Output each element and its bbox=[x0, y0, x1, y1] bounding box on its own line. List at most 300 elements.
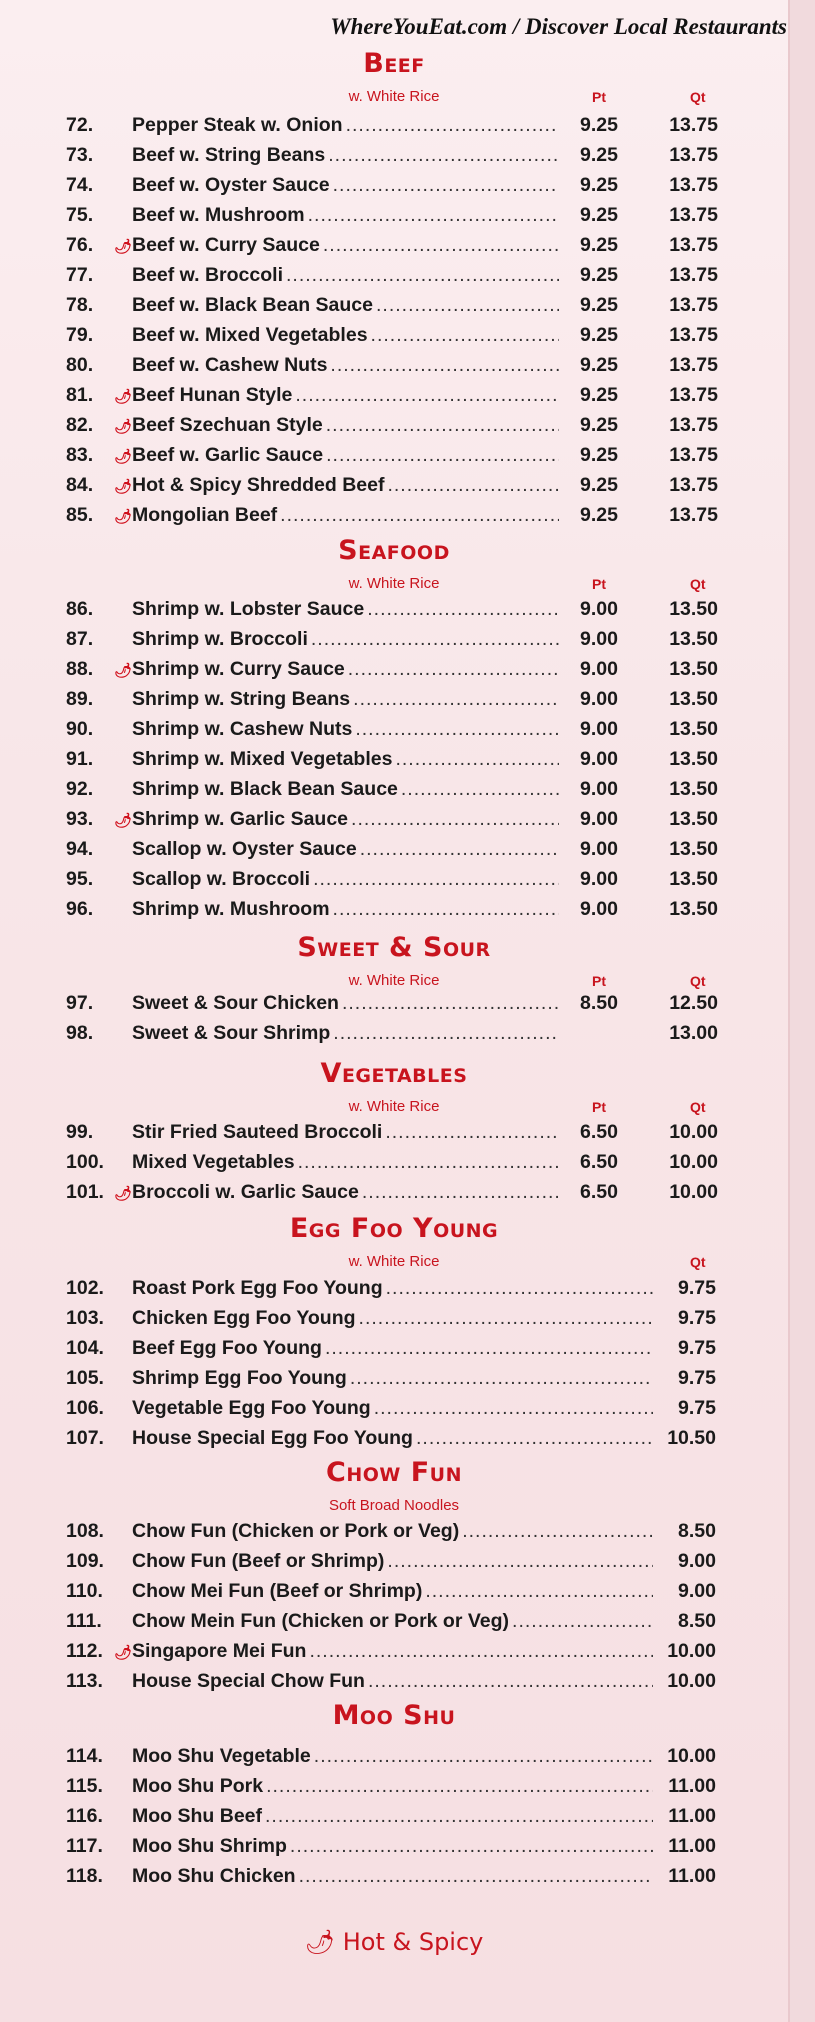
menu-item bbox=[66, 1151, 718, 1181]
dot-leader bbox=[386, 1277, 653, 1300]
section-title: Seafood bbox=[338, 535, 450, 566]
item-name: Pepper Steak w. Onion bbox=[132, 114, 343, 136]
dot-leader bbox=[298, 1151, 559, 1174]
dot-leader bbox=[425, 1580, 653, 1603]
price-quart: 13.75 bbox=[669, 264, 718, 286]
price-quart: 13.50 bbox=[669, 808, 718, 830]
menu-item bbox=[66, 384, 718, 414]
section-title: Sweet & Sour bbox=[297, 932, 491, 963]
item-number: 77. bbox=[66, 264, 94, 286]
menu-item bbox=[66, 204, 718, 234]
item-number: 117. bbox=[66, 1835, 103, 1857]
item-name: Chow Fun (Chicken or Pork or Veg) bbox=[132, 1520, 460, 1542]
item-price: 10.00 bbox=[667, 1640, 716, 1662]
item-number: 118. bbox=[66, 1865, 103, 1887]
item-name: Shrimp w. Broccoli bbox=[132, 628, 308, 650]
menu-item bbox=[66, 1610, 716, 1640]
dot-leader bbox=[387, 1550, 653, 1573]
item-price: 9.75 bbox=[678, 1307, 716, 1329]
item-name: Beef w. Curry Sauce bbox=[132, 234, 320, 256]
item-number: 96. bbox=[66, 898, 94, 920]
item-name: Beef w. Broccoli bbox=[132, 264, 283, 286]
price-quart: 12.50 bbox=[669, 992, 718, 1014]
price-quart: 13.50 bbox=[669, 658, 718, 680]
legend-label: Hot & Spicy bbox=[342, 1928, 484, 1956]
item-price: 9.00 bbox=[678, 1580, 716, 1602]
price-quart: 13.00 bbox=[669, 1022, 718, 1044]
price-quart: 13.75 bbox=[669, 294, 718, 316]
price-quart: 13.50 bbox=[669, 778, 718, 800]
item-name: Moo Shu Chicken bbox=[132, 1865, 296, 1887]
price-pint: 6.50 bbox=[580, 1121, 618, 1143]
section-subtitle: Soft Broad Noodles bbox=[328, 1497, 460, 1514]
item-name: Shrimp w. Mixed Vegetables bbox=[132, 748, 393, 770]
item-name: Beef Hunan Style bbox=[132, 384, 293, 406]
dot-leader bbox=[290, 1835, 653, 1858]
price-quart: 10.00 bbox=[669, 1121, 718, 1143]
price-pint: 9.00 bbox=[580, 868, 618, 890]
price-quart: 13.50 bbox=[669, 748, 718, 770]
item-number: 89. bbox=[66, 688, 94, 710]
item-name: Shrimp w. Cashew Nuts bbox=[132, 718, 353, 740]
section-subtitle: w. White Rice bbox=[348, 88, 440, 105]
price-quart: 13.75 bbox=[669, 324, 718, 346]
menu-item bbox=[66, 778, 718, 808]
chili-pepper-icon: 🌶︎ bbox=[114, 448, 132, 464]
item-name: Chow Fun (Beef or Shrimp) bbox=[132, 1550, 385, 1572]
menu-item bbox=[66, 1121, 718, 1151]
menu-item bbox=[66, 324, 718, 354]
item-number: 73. bbox=[66, 144, 94, 166]
dot-leader bbox=[348, 658, 559, 681]
price-quart: 13.75 bbox=[669, 444, 718, 466]
dot-leader bbox=[309, 1640, 653, 1663]
item-name: Roast Pork Egg Foo Young bbox=[132, 1277, 383, 1299]
item-number: 72. bbox=[66, 114, 94, 136]
column-header-qt: Qt bbox=[690, 89, 706, 105]
price-quart: 13.75 bbox=[669, 114, 718, 136]
menu-item bbox=[66, 1835, 716, 1865]
menu-item bbox=[66, 1580, 716, 1610]
item-price: 10.00 bbox=[667, 1670, 716, 1692]
item-price: 10.00 bbox=[667, 1745, 716, 1767]
item-name: Beef w. Black Bean Sauce bbox=[132, 294, 373, 316]
chili-pepper-icon: 🌶︎ bbox=[114, 418, 132, 434]
item-number: 103. bbox=[66, 1307, 104, 1329]
dot-leader bbox=[286, 264, 559, 287]
menu-item bbox=[66, 1307, 716, 1337]
chili-pepper-icon: 🌶︎ bbox=[114, 478, 132, 494]
column-header-qt: Qt bbox=[690, 1254, 706, 1270]
item-number: 106. bbox=[66, 1397, 104, 1419]
dot-leader bbox=[333, 898, 559, 921]
price-pint: 9.25 bbox=[580, 474, 618, 496]
price-quart: 13.50 bbox=[669, 598, 718, 620]
price-quart: 13.50 bbox=[669, 718, 718, 740]
item-number: 116. bbox=[66, 1805, 103, 1827]
item-name: Vegetable Egg Foo Young bbox=[132, 1397, 371, 1419]
dot-leader bbox=[359, 1307, 653, 1330]
item-number: 85. bbox=[66, 504, 94, 526]
menu-item bbox=[66, 658, 718, 688]
price-quart: 13.75 bbox=[669, 474, 718, 496]
price-quart: 13.75 bbox=[669, 504, 718, 526]
price-pint: 9.25 bbox=[580, 294, 618, 316]
item-price: 11.00 bbox=[668, 1805, 716, 1827]
price-quart: 10.00 bbox=[669, 1181, 718, 1203]
dot-leader bbox=[395, 748, 559, 771]
item-number: 78. bbox=[66, 294, 94, 316]
item-number: 75. bbox=[66, 204, 94, 226]
item-name: Shrimp w. Curry Sauce bbox=[132, 658, 345, 680]
menu-item bbox=[66, 688, 718, 718]
item-number: 80. bbox=[66, 354, 94, 376]
price-quart: 13.50 bbox=[669, 688, 718, 710]
price-pint: 8.50 bbox=[580, 992, 618, 1014]
site-watermark: WhereYouEat.com / Discover Local Restaurants bbox=[330, 14, 787, 39]
dot-leader bbox=[326, 444, 559, 467]
dot-leader bbox=[401, 778, 559, 801]
item-number: 112. bbox=[66, 1640, 103, 1662]
dot-leader bbox=[280, 504, 559, 527]
item-name: House Special Egg Foo Young bbox=[132, 1427, 413, 1449]
item-number: 115. bbox=[66, 1775, 103, 1797]
item-number: 92. bbox=[66, 778, 94, 800]
item-number: 74. bbox=[66, 174, 94, 196]
item-number: 107. bbox=[66, 1427, 104, 1449]
item-name: Beef Egg Foo Young bbox=[132, 1337, 322, 1359]
dot-leader bbox=[376, 294, 559, 317]
item-name: Sweet & Sour Shrimp bbox=[132, 1022, 331, 1044]
dot-leader bbox=[308, 204, 559, 227]
item-name: House Special Chow Fun bbox=[132, 1670, 365, 1692]
dot-leader bbox=[371, 324, 559, 347]
menu-item bbox=[66, 1805, 716, 1835]
item-price: 8.50 bbox=[678, 1610, 716, 1632]
item-price: 9.75 bbox=[678, 1397, 716, 1419]
price-pint: 9.25 bbox=[580, 114, 618, 136]
item-number: 91. bbox=[66, 748, 94, 770]
section-title: Chow Fun bbox=[326, 1457, 462, 1488]
menu-item bbox=[66, 234, 718, 264]
dot-leader bbox=[328, 144, 559, 167]
menu-item bbox=[66, 628, 718, 658]
item-name: Hot & Spicy Shredded Beef bbox=[132, 474, 385, 496]
item-number: 98. bbox=[66, 1022, 94, 1044]
dot-leader bbox=[333, 174, 559, 197]
column-header-qt: Qt bbox=[690, 973, 706, 989]
price-pint: 6.50 bbox=[580, 1181, 618, 1203]
item-name: Beef w. Mushroom bbox=[132, 204, 305, 226]
menu-item bbox=[66, 1550, 716, 1580]
item-name: Mongolian Beef bbox=[132, 504, 278, 526]
dot-leader bbox=[299, 1865, 653, 1888]
chili-pepper-icon: 🌶︎ bbox=[114, 1644, 132, 1660]
price-quart: 13.50 bbox=[669, 628, 718, 650]
dot-leader bbox=[362, 1181, 559, 1204]
menu-item bbox=[66, 718, 718, 748]
item-number: 104. bbox=[66, 1337, 104, 1359]
item-number: 83. bbox=[66, 444, 94, 466]
item-number: 76. bbox=[66, 234, 94, 256]
dot-leader bbox=[313, 868, 559, 891]
item-name: Mixed Vegetables bbox=[132, 1151, 295, 1173]
section-title: Moo Shu bbox=[332, 1700, 456, 1731]
price-pint: 9.00 bbox=[580, 598, 618, 620]
dot-leader bbox=[325, 1337, 653, 1360]
menu-item bbox=[66, 1337, 716, 1367]
price-pint: 9.25 bbox=[580, 264, 618, 286]
menu-item bbox=[66, 1775, 716, 1805]
price-pint: 9.25 bbox=[580, 504, 618, 526]
item-number: 87. bbox=[66, 628, 94, 650]
price-quart: 13.75 bbox=[669, 204, 718, 226]
menu-item bbox=[66, 414, 718, 444]
menu-item bbox=[66, 1670, 716, 1700]
menu-item bbox=[66, 992, 718, 1022]
item-number: 81. bbox=[66, 384, 94, 406]
dot-leader bbox=[311, 628, 559, 651]
menu-item bbox=[66, 868, 718, 898]
item-name: Chicken Egg Foo Young bbox=[132, 1307, 356, 1329]
column-header-pt: Pt bbox=[592, 576, 606, 592]
dot-leader bbox=[342, 992, 559, 1015]
item-price: 8.50 bbox=[678, 1520, 716, 1542]
item-number: 108. bbox=[66, 1520, 104, 1542]
menu-item bbox=[66, 474, 718, 504]
menu-item bbox=[66, 1277, 716, 1307]
dot-leader bbox=[387, 474, 559, 497]
dot-leader bbox=[295, 384, 559, 407]
dot-leader bbox=[355, 718, 559, 741]
item-name: Beef Szechuan Style bbox=[132, 414, 323, 436]
item-name: Chow Mei Fun (Beef or Shrimp) bbox=[132, 1580, 423, 1602]
price-quart: 13.75 bbox=[669, 174, 718, 196]
dot-leader bbox=[314, 1745, 653, 1768]
item-number: 82. bbox=[66, 414, 94, 436]
item-price: 9.75 bbox=[678, 1367, 716, 1389]
price-pint: 9.00 bbox=[580, 718, 618, 740]
section-subtitle: w. White Rice bbox=[348, 1253, 440, 1270]
price-pint: 9.25 bbox=[580, 324, 618, 346]
item-number: 110. bbox=[66, 1580, 103, 1602]
item-name: Shrimp w. Black Bean Sauce bbox=[132, 778, 398, 800]
price-pint: 9.00 bbox=[580, 748, 618, 770]
dot-leader bbox=[368, 1670, 653, 1693]
chili-pepper-icon: 🌶︎ bbox=[114, 508, 132, 524]
dot-leader bbox=[374, 1397, 653, 1420]
item-name: Singapore Mei Fun bbox=[132, 1640, 307, 1662]
item-number: 111. bbox=[66, 1610, 102, 1632]
dot-leader bbox=[265, 1805, 653, 1828]
menu-item bbox=[66, 1745, 716, 1775]
dot-leader bbox=[512, 1610, 653, 1633]
item-name: Broccoli w. Garlic Sauce bbox=[132, 1181, 359, 1203]
column-header-pt: Pt bbox=[592, 1099, 606, 1115]
price-pint: 9.00 bbox=[580, 898, 618, 920]
price-pint: 9.25 bbox=[580, 354, 618, 376]
price-pint: 9.00 bbox=[580, 838, 618, 860]
item-number: 105. bbox=[66, 1367, 104, 1389]
price-quart: 13.75 bbox=[669, 144, 718, 166]
menu-item bbox=[66, 1865, 716, 1895]
item-name: Sweet & Sour Chicken bbox=[132, 992, 339, 1014]
menu-item bbox=[66, 1640, 716, 1670]
price-pint: 9.25 bbox=[580, 144, 618, 166]
page-edge bbox=[790, 0, 815, 2022]
dot-leader bbox=[353, 688, 559, 711]
price-quart: 13.75 bbox=[669, 384, 718, 406]
dot-leader bbox=[326, 414, 559, 437]
item-name: Scallop w. Broccoli bbox=[132, 868, 311, 890]
dot-leader bbox=[367, 598, 559, 621]
dot-leader bbox=[385, 1121, 559, 1144]
menu-item bbox=[66, 1181, 718, 1211]
price-quart: 13.50 bbox=[669, 868, 718, 890]
item-number: 86. bbox=[66, 598, 94, 620]
menu-item bbox=[66, 898, 718, 928]
item-name: Chow Mein Fun (Chicken or Pork or Veg) bbox=[132, 1610, 510, 1632]
item-number: 97. bbox=[66, 992, 94, 1014]
item-price: 9.00 bbox=[678, 1550, 716, 1572]
item-name: Beef w. Mixed Vegetables bbox=[132, 324, 368, 346]
item-price: 9.75 bbox=[678, 1337, 716, 1359]
price-pint: 9.25 bbox=[580, 204, 618, 226]
dot-leader bbox=[360, 838, 559, 861]
chili-pepper-icon: 🌶︎ bbox=[114, 662, 132, 678]
menu-item bbox=[66, 1367, 716, 1397]
item-number: 101. bbox=[66, 1181, 104, 1203]
dot-leader bbox=[330, 354, 559, 377]
item-number: 88. bbox=[66, 658, 94, 680]
item-number: 100. bbox=[66, 1151, 104, 1173]
item-number: 109. bbox=[66, 1550, 104, 1572]
item-name: Moo Shu Beef bbox=[132, 1805, 262, 1827]
dot-leader bbox=[266, 1775, 653, 1798]
price-pint: 9.25 bbox=[580, 234, 618, 256]
item-number: 95. bbox=[66, 868, 94, 890]
item-number: 113. bbox=[66, 1670, 103, 1692]
menu-item bbox=[66, 264, 718, 294]
item-name: Shrimp Egg Foo Young bbox=[132, 1367, 347, 1389]
dot-leader bbox=[416, 1427, 653, 1450]
column-header-pt: Pt bbox=[592, 89, 606, 105]
chili-pepper-icon: 🌶︎ bbox=[114, 1185, 132, 1201]
menu-item bbox=[66, 808, 718, 838]
section-title: Egg Foo Young bbox=[289, 1213, 499, 1244]
price-pint: 9.00 bbox=[580, 628, 618, 650]
column-header-pt: Pt bbox=[592, 973, 606, 989]
column-header-qt: Qt bbox=[690, 1099, 706, 1115]
price-pint: 9.25 bbox=[580, 174, 618, 196]
item-price: 9.75 bbox=[678, 1277, 716, 1299]
price-quart: 13.50 bbox=[669, 838, 718, 860]
item-name: Shrimp w. Mushroom bbox=[132, 898, 330, 920]
item-number: 94. bbox=[66, 838, 94, 860]
section-subtitle: w. White Rice bbox=[348, 1098, 440, 1115]
item-name: Shrimp w. Garlic Sauce bbox=[132, 808, 349, 830]
item-name: Moo Shu Pork bbox=[132, 1775, 264, 1797]
section-subtitle: w. White Rice bbox=[348, 972, 440, 989]
dot-leader bbox=[323, 234, 559, 257]
item-number: 99. bbox=[66, 1121, 94, 1143]
dot-leader bbox=[333, 1022, 559, 1045]
item-name: Beef w. String Beans bbox=[132, 144, 326, 166]
menu-item bbox=[66, 838, 718, 868]
item-number: 84. bbox=[66, 474, 94, 496]
item-number: 93. bbox=[66, 808, 94, 830]
item-price: 10.50 bbox=[667, 1427, 716, 1449]
price-pint: 9.00 bbox=[580, 778, 618, 800]
menu-item bbox=[66, 598, 718, 628]
menu-item bbox=[66, 1397, 716, 1427]
price-pint: 6.50 bbox=[580, 1151, 618, 1173]
price-pint: 9.00 bbox=[580, 688, 618, 710]
column-header-qt: Qt bbox=[690, 576, 706, 592]
chili-pepper-icon: 🌶︎ bbox=[304, 1928, 336, 1956]
price-pint: 9.25 bbox=[580, 444, 618, 466]
item-name: Beef w. Oyster Sauce bbox=[132, 174, 330, 196]
price-pint: 9.25 bbox=[580, 414, 618, 436]
chili-pepper-icon: 🌶︎ bbox=[114, 812, 132, 828]
menu-item bbox=[66, 1022, 718, 1052]
item-name: Beef w. Cashew Nuts bbox=[132, 354, 328, 376]
item-name: Beef w. Garlic Sauce bbox=[132, 444, 324, 466]
item-name: Shrimp w. String Beans bbox=[132, 688, 351, 710]
item-number: 90. bbox=[66, 718, 94, 740]
menu-item bbox=[66, 294, 718, 324]
price-quart: 10.00 bbox=[669, 1151, 718, 1173]
dot-leader bbox=[351, 808, 559, 831]
chili-pepper-icon: 🌶︎ bbox=[114, 388, 132, 404]
price-quart: 13.50 bbox=[669, 898, 718, 920]
menu-item bbox=[66, 144, 718, 174]
item-number: 114. bbox=[66, 1745, 103, 1767]
dot-leader bbox=[346, 114, 559, 137]
menu-item bbox=[66, 174, 718, 204]
item-price: 11.00 bbox=[668, 1865, 716, 1887]
menu-item bbox=[66, 1427, 716, 1457]
hot-spicy-legend bbox=[0, 1928, 788, 1956]
menu-item bbox=[66, 444, 718, 474]
menu-item bbox=[66, 1520, 716, 1550]
item-number: 102. bbox=[66, 1277, 104, 1299]
dot-leader bbox=[350, 1367, 653, 1390]
price-pint: 9.00 bbox=[580, 658, 618, 680]
menu-item bbox=[66, 354, 718, 384]
section-title: Beef bbox=[363, 48, 425, 79]
menu-item bbox=[66, 114, 718, 144]
price-pint: 9.00 bbox=[580, 808, 618, 830]
menu-item bbox=[66, 748, 718, 778]
menu-item bbox=[66, 504, 718, 534]
price-quart: 13.75 bbox=[669, 414, 718, 436]
section-subtitle: w. White Rice bbox=[348, 575, 440, 592]
item-price: 11.00 bbox=[668, 1775, 716, 1797]
item-name: Scallop w. Oyster Sauce bbox=[132, 838, 357, 860]
dot-leader bbox=[462, 1520, 653, 1543]
item-name: Stir Fried Sauteed Broccoli bbox=[132, 1121, 383, 1143]
price-pint: 9.25 bbox=[580, 384, 618, 406]
item-price: 11.00 bbox=[668, 1835, 716, 1857]
section-title: Vegetables bbox=[320, 1058, 468, 1089]
price-quart: 13.75 bbox=[669, 354, 718, 376]
item-name: Shrimp w. Lobster Sauce bbox=[132, 598, 365, 620]
item-name: Moo Shu Vegetable bbox=[132, 1745, 311, 1767]
price-quart: 13.75 bbox=[669, 234, 718, 256]
chili-pepper-icon: 🌶︎ bbox=[114, 238, 132, 254]
item-name: Moo Shu Shrimp bbox=[132, 1835, 287, 1857]
